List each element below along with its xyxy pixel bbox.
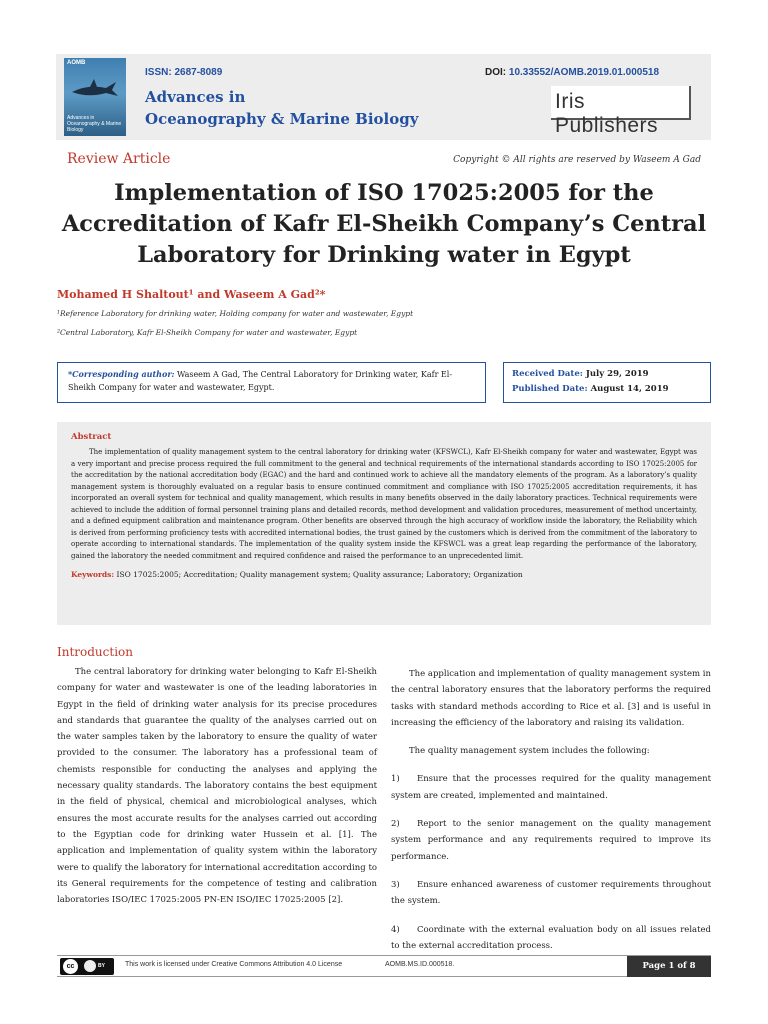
received-date-label: Received Date: xyxy=(512,369,583,379)
introduction-left-column: The central laboratory for drinking water belonging to Kafr El-Sheikh company for water and wastewater is one of the leading laboratories in Egypt in the field of drinking water analysis for its precise procedures and standards that guarantee the quality of the analyses carried out on the water samples taken by the laboratory to ensure the quality of water provided to the consumer. The laboratory has a professional team of chemists responsible for conducting the analyses and applying the necessary quality standards. The laboratory contains the best equipment in the field of physical, chemical and microbiological analyses, which ensures the most accurate results for the analyses carried out according to the Egyptian code for drinking water Hussein et al. [1]. The application and implementation of quality system within the laboratory were to qualify the laboratory for international accreditation according to its General requirements for the competence of testing and calibration laboratories ISO/IEC 17025:2005 PN-EN ISO/IEC 17025:2005 [2]. xyxy=(57,667,377,906)
doi-link[interactable]: 10.33552/AOMB.2019.01.000518 xyxy=(508,67,660,78)
list-item xyxy=(391,816,711,865)
dates-box xyxy=(503,362,711,403)
list-item xyxy=(391,771,711,804)
paragraph: The quality management system includes the following: xyxy=(409,746,650,757)
keywords-label: Keywords: xyxy=(71,570,115,579)
manuscript-id: AOMB.MS.ID.000518. xyxy=(385,961,455,968)
introduction-right-column xyxy=(391,666,711,966)
journal-name[interactable] xyxy=(145,86,418,130)
list-text: Ensure enhanced awareness of customer requirements throughout the system. xyxy=(391,879,711,907)
list-number: 3) xyxy=(391,879,400,890)
authors: Mohamed H Shaltout¹ and Waseem A Gad²* xyxy=(57,288,326,301)
list-item xyxy=(391,922,711,955)
list-number: 4) xyxy=(391,924,400,935)
list-text: Ensure that the processes required for the quality management system are created, implemented and maintained. xyxy=(391,774,711,801)
page-footer xyxy=(57,955,711,977)
list-text: Report to the senior management on the quality management system performance and any requirements required to improve its performance. xyxy=(391,819,711,862)
list-text: Coordinate with the external evaluation body on all issues related to the external accreditation process. xyxy=(391,924,711,951)
journal-cover-image xyxy=(64,58,126,136)
cc-icon: cc xyxy=(63,959,78,974)
cover-title: Advances in Oceanography & Marine Biology xyxy=(67,115,122,133)
attribution-person-icon xyxy=(84,960,96,972)
abstract-heading: Abstract xyxy=(71,432,112,442)
corresponding-author-label: *Corresponding author: xyxy=(68,369,175,379)
doi xyxy=(485,67,659,78)
doi-label: DOI: xyxy=(485,67,509,78)
affiliation-2: ²Central Laboratory, Kafr El-Sheikh Company for water and wastewater, Egypt xyxy=(57,328,358,337)
article-title: Implementation of ISO 17025:2005 for the Accreditation of Kafr El-Sheikh Company’s Central Laboratory for Drinking water in Egypt xyxy=(61,180,707,268)
keywords xyxy=(71,570,697,579)
abstract-text: The implementation of quality management system to the central laboratory for drinking water (KFSWCL), Kafr El-Sheikh company for water and wastewater, Egypt was a very important and precise process required the full commitment to the general and technical requirements of the international standards according to ISO 17025:2005 for the accreditation by the national accreditation body (EGAC) and the hard and continued work to achieve all the mandatory elements of the program. As a laboratory’s quality management system is thoroughly evaluated on a regular basis to ensure continued commitment and compliance with ISO 17025:2005 accreditation requirements, it has incorporated an overall system for technical and quality management, which results in many benefits observed in the daily laboratory practices. Technical requirements were achieved to include the addition of formal personnel training plans and detailed records, method development and validation procedures, measurement of method uncertainty, and a defined equipment calibration and maintenance program. Other benefits are observed through the high accuracy of workflow inside the laboratory, the Reliability which is derived from performing proficiency tests with accredited international bodies, the trust gained by the customers which is derived from the commitment of the laboratory to operate according to international standards. The implementation of the quality system inside the KFSWCL was a great leap regarding the performance of the laboratory, gained the laboratory the needed commitment and required confidence and raised the performance to an unprecedented limit. xyxy=(71,448,697,560)
published-date: August 14, 2019 xyxy=(587,384,669,394)
article-type: Review Article xyxy=(67,151,171,167)
publisher-logo-text: Iris Publishers xyxy=(555,90,659,137)
issn: ISSN: 2687-8089 xyxy=(145,67,223,78)
received-date: July 29, 2019 xyxy=(582,369,649,379)
corresponding-author-box xyxy=(57,362,486,403)
affiliation-1: ¹Reference Laboratory for drinking water, Holding company for water and wastewater, Egypt xyxy=(57,309,414,318)
published-date-label: Published Date: xyxy=(512,384,588,394)
list-item xyxy=(391,877,711,910)
journal-name-line1: Advances in xyxy=(145,88,246,106)
cover-tag: AOMB xyxy=(67,60,86,66)
corresponding-author-text: Waseem A Gad, The Central Laboratory for Drinking water, Kafr El-Sheikh Company for water and wastewater, Egypt. xyxy=(68,370,453,392)
list-number: 1) xyxy=(391,774,400,785)
shark-icon xyxy=(70,76,120,106)
list-number: 2) xyxy=(391,819,400,830)
paragraph: The application and implementation of quality management system in the central laboratory ensures that the laboratory performs the required tasks with standard methods according to Rice et al. [3] and is useful in increasing the efficiency of the laboratory and raising its validation. xyxy=(391,669,711,728)
abstract-box xyxy=(57,422,711,625)
copyright-notice: Copyright © All rights are reserved by Waseem A Gad xyxy=(453,155,701,165)
license-text: This work is licensed under Creative Commons Attribution 4.0 License xyxy=(125,961,343,968)
introduction-heading: Introduction xyxy=(57,645,133,659)
journal-header xyxy=(56,54,711,140)
keywords-text: ISO 17025:2005; Accreditation; Quality management system; Quality assurance; Laboratory; Organization xyxy=(114,570,523,579)
journal-name-line2: Oceanography & Marine Biology xyxy=(145,110,419,128)
creative-commons-badge[interactable] xyxy=(60,958,114,975)
page-number: Page 1 of 8 xyxy=(627,956,711,977)
by-label: BY xyxy=(98,963,105,969)
publisher-logo[interactable] xyxy=(551,86,691,137)
